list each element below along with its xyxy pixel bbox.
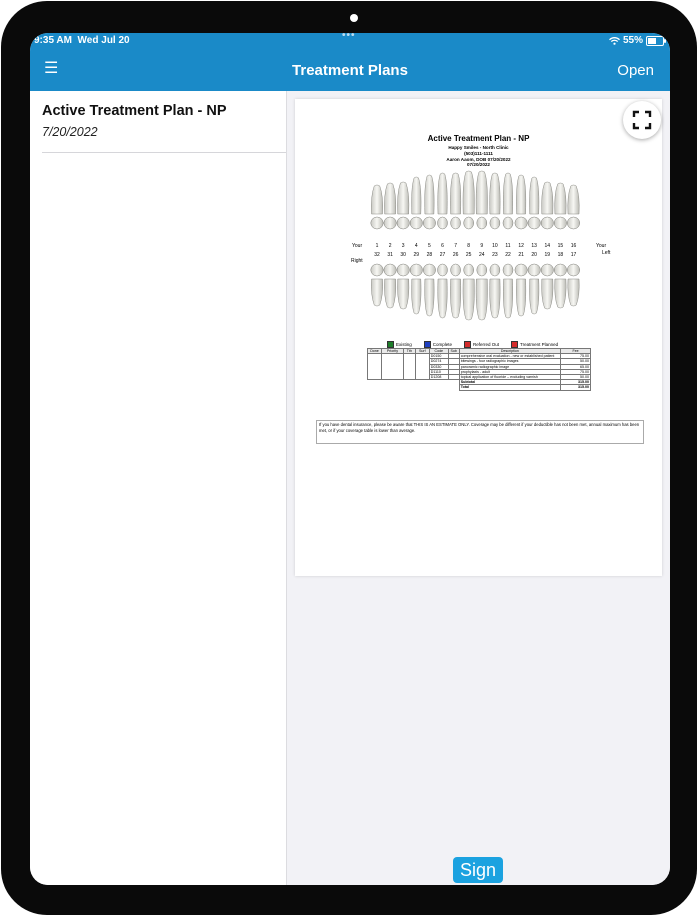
lower-tooth-numbers <box>374 252 576 258</box>
upper-tooth-crown[interactable] <box>397 217 409 229</box>
lower-tooth-number: 18 <box>557 252 564 258</box>
navigation-bar <box>30 33 670 91</box>
upper-tooth-crown[interactable] <box>477 217 487 229</box>
col-fee: Fee <box>561 349 591 354</box>
total-value: 315.00 <box>561 385 591 390</box>
doc-date: 07/20/2022 <box>467 162 490 167</box>
lower-tooth-crown[interactable] <box>438 264 448 276</box>
lower-tooth-side[interactable] <box>371 279 382 306</box>
lower-tooth-number: 29 <box>413 252 420 258</box>
lower-tooth-number: 19 <box>544 252 551 258</box>
upper-tooth-crown[interactable] <box>554 217 566 229</box>
lower-tooth-crown[interactable] <box>541 264 553 276</box>
screen <box>30 33 670 885</box>
row-description: bitewings - four radiographic images <box>459 359 560 364</box>
doc-title: Active Treatment Plan - NP <box>427 134 530 143</box>
upper-tooth-crown[interactable] <box>410 217 422 229</box>
row-fee: 65.00 <box>561 364 591 369</box>
plan-title: Active Treatment Plan - NP <box>42 103 227 119</box>
row-code: D0150 <box>429 354 448 359</box>
upper-tooth-side[interactable] <box>516 175 525 214</box>
row-code: D0330 <box>429 364 448 369</box>
insurance-notice: If you have dental insurance, please be aware that THIS IS AN ESTIMATE ONLY. Coverage may be different if your deductible has not been met, annual maximum has been met, or if your coverage table is lower than average. <box>316 420 644 444</box>
lower-tooth-side[interactable] <box>476 279 487 320</box>
camera <box>350 14 358 22</box>
upper-tooth-number: 2 <box>388 243 392 249</box>
upper-tooth-crown[interactable] <box>438 217 448 229</box>
col-priority: Priority <box>381 349 403 354</box>
legend-complete-swatch <box>424 341 431 348</box>
status-bar <box>30 33 670 49</box>
menu-icon[interactable]: ☰ <box>44 60 59 77</box>
upper-tooth-crown[interactable] <box>503 217 513 229</box>
lower-tooth-side[interactable] <box>516 279 525 316</box>
doc-phone: (503)111-1111 <box>464 151 493 156</box>
lower-tooth-crown[interactable] <box>371 264 383 276</box>
lower-tooth-number: 17 <box>570 252 577 258</box>
lower-tooth-side[interactable] <box>542 279 553 309</box>
upper-tooth-crown[interactable] <box>451 217 461 229</box>
legend-treatment-planned: Treatment Planned <box>511 341 558 348</box>
upper-tooth-side[interactable] <box>463 171 474 214</box>
row-description: panoramic radiographic image <box>459 364 560 369</box>
col-done: Done <box>368 349 382 354</box>
upper-tooth-side[interactable] <box>371 185 382 214</box>
col-description: Description <box>459 349 560 354</box>
upper-tooth-side[interactable] <box>425 175 434 214</box>
col-code: Code <box>429 349 448 354</box>
legend-referred-out: Referred Out <box>464 341 499 348</box>
upper-tooth-side[interactable] <box>397 182 408 214</box>
upper-tooth-side[interactable] <box>384 183 395 214</box>
expand-icon[interactable] <box>623 101 661 139</box>
upper-tooth-side[interactable] <box>568 185 579 214</box>
upper-tooth-side[interactable] <box>542 182 553 214</box>
lower-tooth-crown[interactable] <box>397 264 409 276</box>
row-fee: 50.00 <box>561 375 591 380</box>
divider <box>42 152 286 153</box>
upper-tooth-number: 16 <box>570 243 577 249</box>
upper-tooth-crown[interactable] <box>567 217 579 229</box>
col-tooth: Tth <box>403 349 415 354</box>
upper-tooth-number: 6 <box>441 243 444 249</box>
document-panel <box>287 91 670 885</box>
status-right <box>609 35 664 46</box>
tooth-chart <box>295 99 662 339</box>
lower-tooth-crown[interactable] <box>384 264 396 276</box>
upper-tooth-side[interactable] <box>476 171 487 214</box>
row-description: prophylaxis - adult <box>459 369 560 374</box>
tablet-frame <box>1 1 697 915</box>
lower-tooth-number: 21 <box>518 252 524 258</box>
row-fee: 75.00 <box>561 369 591 374</box>
upper-tooth-number: 9 <box>480 243 484 249</box>
treatment-plan-document[interactable] <box>295 99 662 576</box>
lower-tooth-number: 25 <box>465 252 472 258</box>
lower-tooth-side[interactable] <box>412 279 421 314</box>
plan-date: 7/20/2022 <box>42 125 98 139</box>
upper-tooth-side[interactable] <box>490 173 500 214</box>
procedure-table <box>367 348 591 391</box>
lower-teeth-side <box>371 279 579 320</box>
open-button[interactable]: Open <box>617 62 654 79</box>
upper-tooth-side[interactable] <box>450 173 460 214</box>
legend-complete: Complete <box>424 341 452 348</box>
lower-tooth-crown[interactable] <box>451 264 461 276</box>
col-surface: Surf <box>415 349 429 354</box>
legend-existing-swatch <box>387 341 394 348</box>
battery-percent: 55% <box>622 35 643 46</box>
upper-tooth-numbers <box>376 243 577 249</box>
row-fee: 75.00 <box>561 354 591 359</box>
lower-tooth-crown[interactable] <box>423 264 435 276</box>
multitasking-dots[interactable]: ••• <box>342 33 356 41</box>
upper-tooth-crown[interactable] <box>515 217 527 229</box>
lower-tooth-side[interactable] <box>450 279 460 318</box>
upper-tooth-number: 11 <box>505 243 511 249</box>
doc-patient: Aaron Aaom, DOB 07/20/2022 <box>446 157 511 162</box>
lower-tooth-crown[interactable] <box>528 264 540 276</box>
upper-tooth-number: 7 <box>454 243 457 249</box>
upper-tooth-number: 13 <box>531 243 537 249</box>
upper-tooth-number: 1 <box>375 243 379 249</box>
your-right-label-bottom: Right <box>351 258 363 264</box>
upper-tooth-number: 5 <box>428 243 431 249</box>
upper-tooth-side[interactable] <box>555 183 566 214</box>
lower-tooth-number: 20 <box>531 252 537 258</box>
lower-tooth-side[interactable] <box>503 279 512 318</box>
lower-tooth-number: 28 <box>426 252 433 258</box>
lower-tooth-crown[interactable] <box>503 264 513 276</box>
battery-icon <box>646 36 664 46</box>
upper-tooth-crown[interactable] <box>541 217 553 229</box>
upper-teeth-occlusal <box>371 217 580 229</box>
upper-tooth-number: 4 <box>414 243 418 249</box>
upper-teeth-side <box>371 171 579 214</box>
row-code: D1208 <box>429 375 448 380</box>
lower-tooth-number: 30 <box>400 252 406 258</box>
sign-button[interactable]: Sign <box>453 857 503 883</box>
lower-tooth-side[interactable] <box>555 279 566 308</box>
status-time: 9:35 AM Wed Jul 20 <box>34 35 130 46</box>
sidebar <box>30 91 287 885</box>
row-code: D0274 <box>429 359 448 364</box>
lower-tooth-number: 23 <box>492 252 498 258</box>
lower-tooth-side[interactable] <box>384 279 395 308</box>
lower-tooth-crown[interactable] <box>477 264 487 276</box>
lower-tooth-side[interactable] <box>397 279 408 309</box>
your-left-label-bottom: Left <box>602 250 611 256</box>
upper-tooth-crown[interactable] <box>464 217 474 229</box>
upper-tooth-number: 12 <box>518 243 524 249</box>
upper-tooth-number: 3 <box>401 243 405 249</box>
lower-tooth-number: 26 <box>452 252 459 258</box>
wifi-icon <box>609 37 620 45</box>
lower-tooth-number: 22 <box>505 252 511 258</box>
your-right-label-top: Your <box>352 243 363 249</box>
legend-referred-swatch <box>464 341 471 348</box>
col-sub: Sub <box>448 349 459 354</box>
lower-tooth-side[interactable] <box>438 279 447 318</box>
lower-tooth-number: 24 <box>479 252 485 258</box>
lower-tooth-number: 32 <box>374 252 380 258</box>
lower-tooth-crown[interactable] <box>515 264 527 276</box>
row-fee: 50.00 <box>561 359 591 364</box>
upper-tooth-number: 8 <box>467 243 471 249</box>
lower-tooth-number: 31 <box>387 252 393 258</box>
upper-tooth-number: 14 <box>544 243 551 249</box>
lower-tooth-side[interactable] <box>425 279 434 316</box>
lower-tooth-crown[interactable] <box>567 264 579 276</box>
fullscreen-icon <box>632 110 652 130</box>
lower-tooth-crown[interactable] <box>410 264 422 276</box>
upper-tooth-crown[interactable] <box>384 217 396 229</box>
upper-tooth-side[interactable] <box>503 173 512 214</box>
total-label: Total <box>459 385 560 390</box>
legend-planned-swatch <box>511 341 518 348</box>
upper-tooth-number: 10 <box>492 243 498 249</box>
upper-tooth-crown[interactable] <box>371 217 383 229</box>
lower-tooth-crown[interactable] <box>464 264 474 276</box>
lower-tooth-side[interactable] <box>568 279 579 306</box>
page-title: Treatment Plans <box>292 62 408 79</box>
upper-tooth-side[interactable] <box>529 177 538 214</box>
upper-tooth-number: 15 <box>557 243 564 249</box>
lower-tooth-crown[interactable] <box>490 264 500 276</box>
lower-tooth-side[interactable] <box>463 279 474 320</box>
subtotal-label: Subtotal <box>459 380 560 385</box>
upper-tooth-crown[interactable] <box>423 217 435 229</box>
subtotal-value: 315.00 <box>561 380 591 385</box>
row-description: comprehensive oral evaluation - new or established patient <box>459 354 560 359</box>
upper-tooth-side[interactable] <box>412 177 421 214</box>
row-code: D1110 <box>429 369 448 374</box>
your-left-label-top: Your <box>596 243 607 249</box>
lower-tooth-crown[interactable] <box>554 264 566 276</box>
lower-tooth-number: 27 <box>439 252 446 258</box>
lower-tooth-side[interactable] <box>529 279 538 314</box>
upper-tooth-crown[interactable] <box>528 217 540 229</box>
legend-existing: Existing <box>387 341 412 348</box>
row-description: topical application of fluoride – excluding varnish <box>459 375 560 380</box>
doc-clinic: Happy Smiles - North Clinic <box>448 145 509 150</box>
total-row <box>368 385 591 390</box>
upper-tooth-side[interactable] <box>438 173 447 214</box>
lower-tooth-side[interactable] <box>490 279 500 318</box>
upper-tooth-crown[interactable] <box>490 217 500 229</box>
lower-teeth-occlusal <box>371 264 580 276</box>
status-legend <box>387 341 558 348</box>
